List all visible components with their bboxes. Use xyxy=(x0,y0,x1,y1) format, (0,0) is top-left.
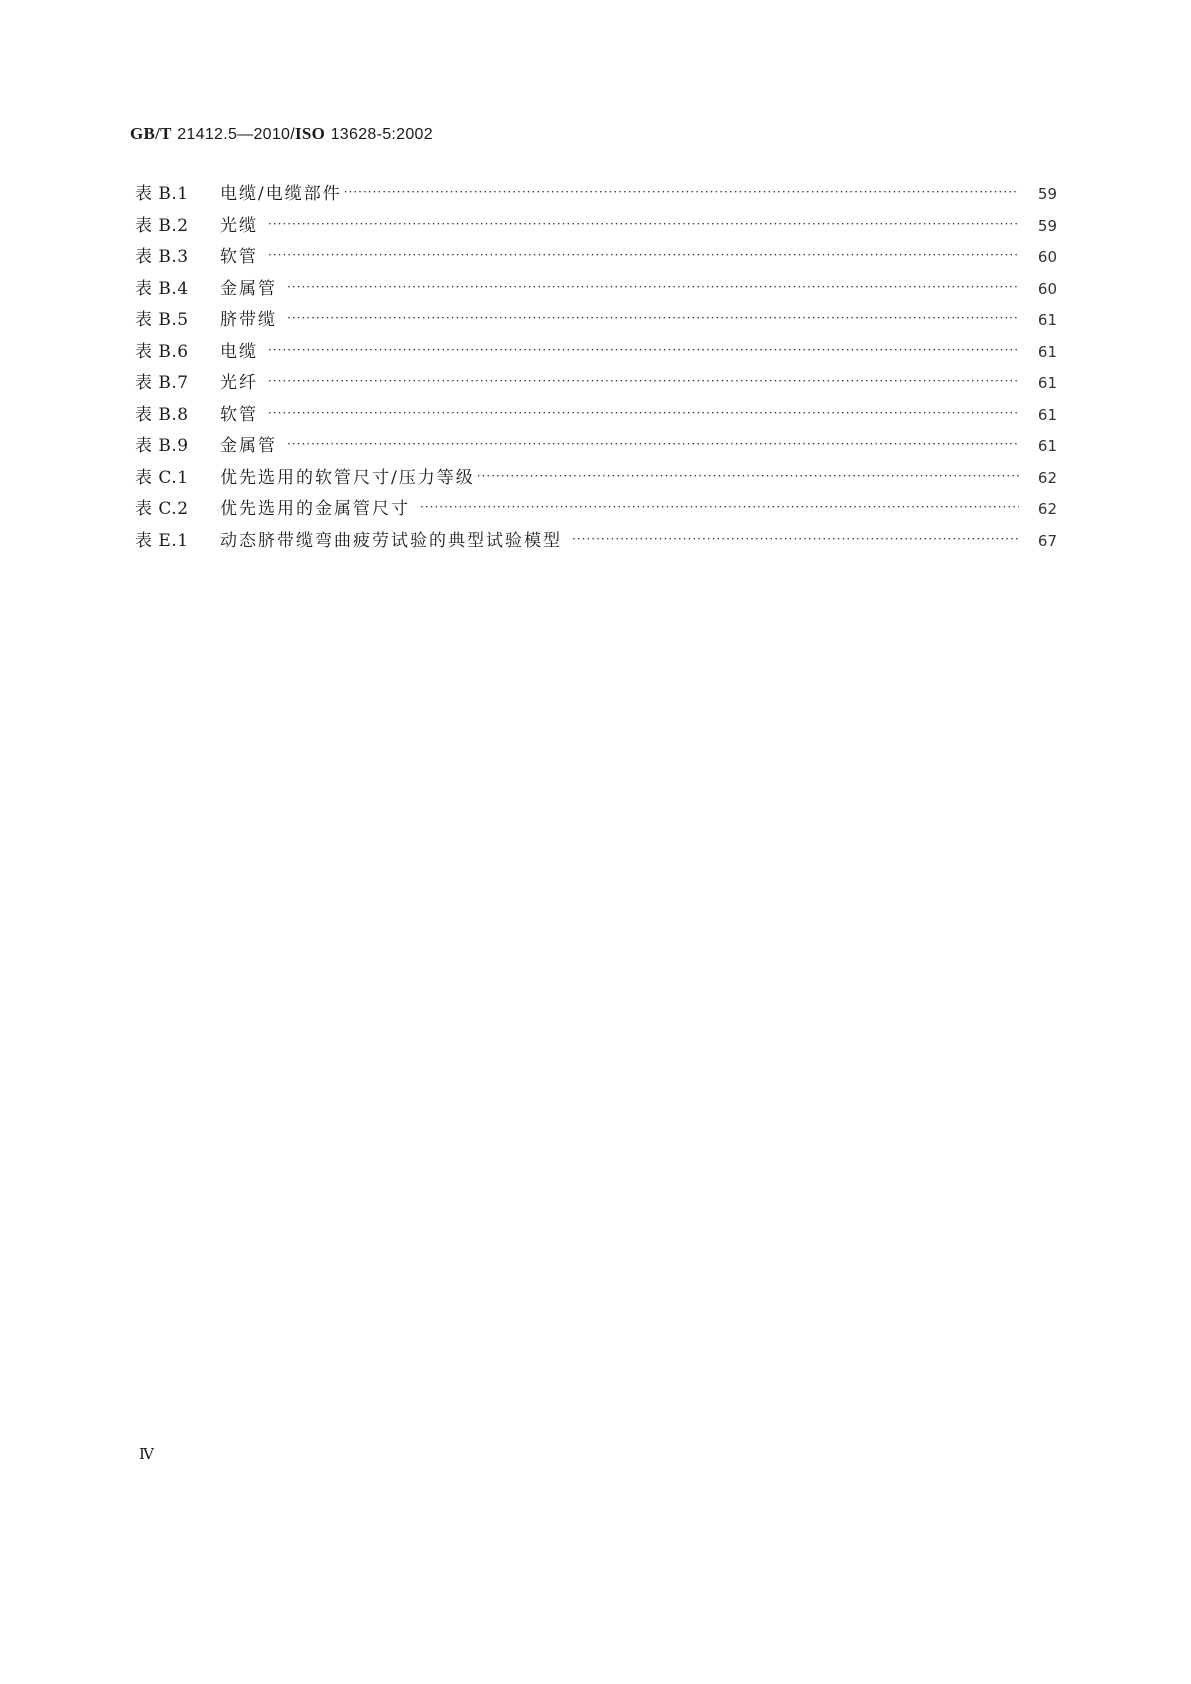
toc-entry-page: 62 xyxy=(1037,500,1057,518)
toc-entry-page: 61 xyxy=(1037,437,1057,455)
toc-entry[interactable] xyxy=(135,211,1057,243)
toc-entry-title: 动态脐带缆弯曲疲劳试验的典型试验模型 xyxy=(220,530,562,551)
toc-entry[interactable] xyxy=(135,242,1057,274)
toc-entry[interactable] xyxy=(135,526,1057,558)
toc-entry-title: 金属管 xyxy=(220,436,277,456)
toc-entry[interactable] xyxy=(135,337,1057,369)
toc-entry[interactable] xyxy=(135,463,1057,495)
toc-leader-dots xyxy=(287,311,1019,325)
toc-entry-title: 光缆 xyxy=(220,215,258,236)
toc-leader-dots xyxy=(287,437,1019,451)
iso-number: 13628-5:2002 xyxy=(330,126,433,143)
toc-entry[interactable] xyxy=(135,274,1057,306)
toc-leader-dots xyxy=(268,217,1019,231)
toc-entry-number: 表 B.2 xyxy=(135,215,189,236)
toc-entry-number: 表 B.6 xyxy=(135,341,189,362)
toc-entry-page: 61 xyxy=(1037,405,1057,424)
document-header xyxy=(130,124,433,144)
toc-entry-number: 表 B.1 xyxy=(135,184,189,204)
toc-entry-number: 表 B.9 xyxy=(135,436,189,456)
toc-leader-dots xyxy=(572,532,1019,546)
toc-entry-page: 61 xyxy=(1037,374,1057,392)
standard-prefix: GB/T xyxy=(130,124,172,143)
toc-entry-title: 软管 xyxy=(220,247,258,267)
toc-entry[interactable] xyxy=(135,431,1057,463)
toc-entry-title: 电缆/电缆部件 xyxy=(220,184,342,204)
toc-entry-title: 电缆 xyxy=(220,341,258,362)
toc-leader-dots xyxy=(268,343,1019,357)
toc-entry-number: 表 C.1 xyxy=(135,467,189,488)
toc-leader-dots xyxy=(420,500,1019,514)
toc-leader-dots xyxy=(268,374,1019,388)
toc-leader-dots xyxy=(477,469,1019,483)
toc-entry-title: 光纤 xyxy=(220,373,258,393)
toc-entry-number: 表 B.8 xyxy=(135,404,189,425)
toc-leader-dots xyxy=(268,248,1019,262)
toc-entry-number: 表 E.1 xyxy=(135,530,189,551)
toc-entry-title: 优先选用的金属管尺寸 xyxy=(220,499,410,519)
toc-entry-page: 61 xyxy=(1037,311,1057,329)
toc-entry-number: 表 C.2 xyxy=(135,499,189,519)
toc-entry-page: 67 xyxy=(1037,531,1057,550)
toc-entry[interactable] xyxy=(135,305,1057,337)
toc-entry[interactable] xyxy=(135,400,1057,432)
toc-entry[interactable] xyxy=(135,368,1057,400)
standard-number: 21412.5—2010/ xyxy=(177,126,295,143)
toc-entry-page: 59 xyxy=(1037,185,1057,203)
toc-leader-dots xyxy=(287,280,1019,294)
toc-entry-page: 62 xyxy=(1037,468,1057,487)
table-of-contents xyxy=(135,179,1057,557)
toc-entry[interactable] xyxy=(135,494,1057,526)
toc-entry-page: 60 xyxy=(1037,248,1057,266)
toc-entry-page: 59 xyxy=(1037,216,1057,235)
toc-entry-title: 脐带缆 xyxy=(220,310,277,330)
toc-entry-number: 表 B.7 xyxy=(135,373,189,393)
page-number: Ⅳ xyxy=(139,1445,154,1463)
toc-leader-dots xyxy=(344,185,1019,199)
toc-entry[interactable] xyxy=(135,179,1057,211)
toc-entry-title: 优先选用的软管尺寸/压力等级 xyxy=(220,467,475,488)
toc-entry-number: 表 B.3 xyxy=(135,247,189,267)
iso-prefix: ISO xyxy=(295,124,326,143)
toc-entry-title: 金属管 xyxy=(220,278,277,299)
toc-entry-number: 表 B.5 xyxy=(135,310,189,330)
toc-entry-page: 60 xyxy=(1037,279,1057,298)
toc-entry-number: 表 B.4 xyxy=(135,278,189,299)
toc-entry-title: 软管 xyxy=(220,404,258,425)
toc-leader-dots xyxy=(268,406,1019,420)
toc-entry-page: 61 xyxy=(1037,342,1057,361)
